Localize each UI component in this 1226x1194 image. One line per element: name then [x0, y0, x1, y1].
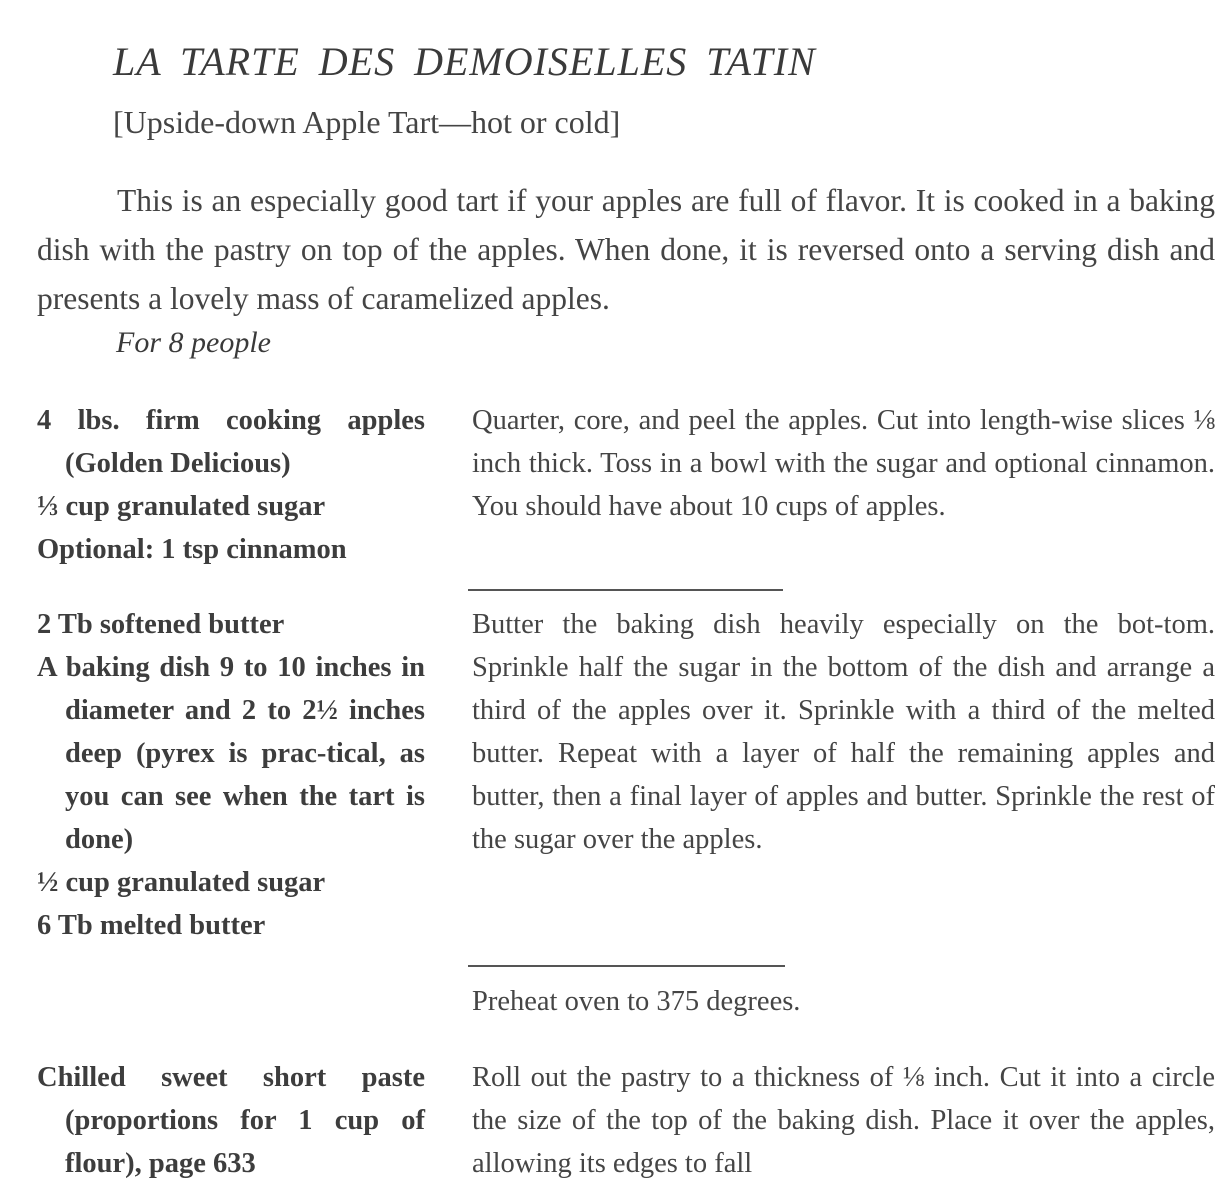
section-divider [468, 965, 785, 967]
instructions-section-1: Quarter, core, and peel the apples. Cut into length-wise slices ⅛ inch thick. Toss in a bowl with the sugar and optional cinnamon. You should have about 10 cups of apples. [472, 405, 1215, 522]
ingredients-section-1 [37, 399, 425, 571]
recipe-subtitle: [Upside-down Apple Tart—hot or cold] [113, 104, 621, 140]
ingredients-section-4 [37, 1056, 425, 1185]
ingredient-item: 4 lbs. firm cooking apples (Golden Delicious) [37, 405, 425, 479]
recipe-serves: For 8 people [116, 326, 271, 359]
ingredient-item: 6 Tb melted butter [37, 910, 266, 941]
instructions-section-4: Roll out the pastry to a thickness of ⅛ inch. Cut it into a circle the size of the top of the baking dish. Place it over the apples, allowing its edges to fall [472, 1062, 1215, 1179]
ingredient-item: A baking dish 9 to 10 inches in diameter and 2 to 2½ inches deep (pyrex is prac-tical, as you can see when the tart is done) [37, 652, 425, 855]
section-divider [468, 589, 783, 591]
ingredients-section-2 [37, 603, 425, 947]
recipe-title: LA TARTE DES DEMOISELLES TATIN [113, 39, 816, 84]
ingredient-item: ½ cup granulated sugar [37, 867, 326, 898]
ingredient-item: ⅓ cup granulated sugar [37, 491, 326, 522]
recipe-intro: This is an especially good tart if your apples are full of flavor. It is cooked in a baking dish with the pastry on top of the apples. When done, it is reversed onto a serving dish and presents a lovely mass of caramelized apples. [37, 183, 1215, 316]
ingredient-item: Chilled sweet short paste (proportions for 1 cup of flour), page 633 [37, 1062, 425, 1179]
ingredient-item: 2 Tb softened butter [37, 609, 285, 640]
instructions-section-2: Butter the baking dish heavily especially on the bot-tom. Sprinkle half the sugar in the bottom of the dish and arrange a third of the apples over it. Sprinkle with a third of the melted butter. Repeat with a layer of half the remaining apples and butter, then a final layer of apples and butter. Sprinkle the rest of the sugar over the apples. [472, 609, 1215, 855]
instructions-section-3: Preheat oven to 375 degrees. [472, 986, 801, 1017]
ingredient-item: Optional: 1 tsp cinnamon [37, 534, 347, 565]
